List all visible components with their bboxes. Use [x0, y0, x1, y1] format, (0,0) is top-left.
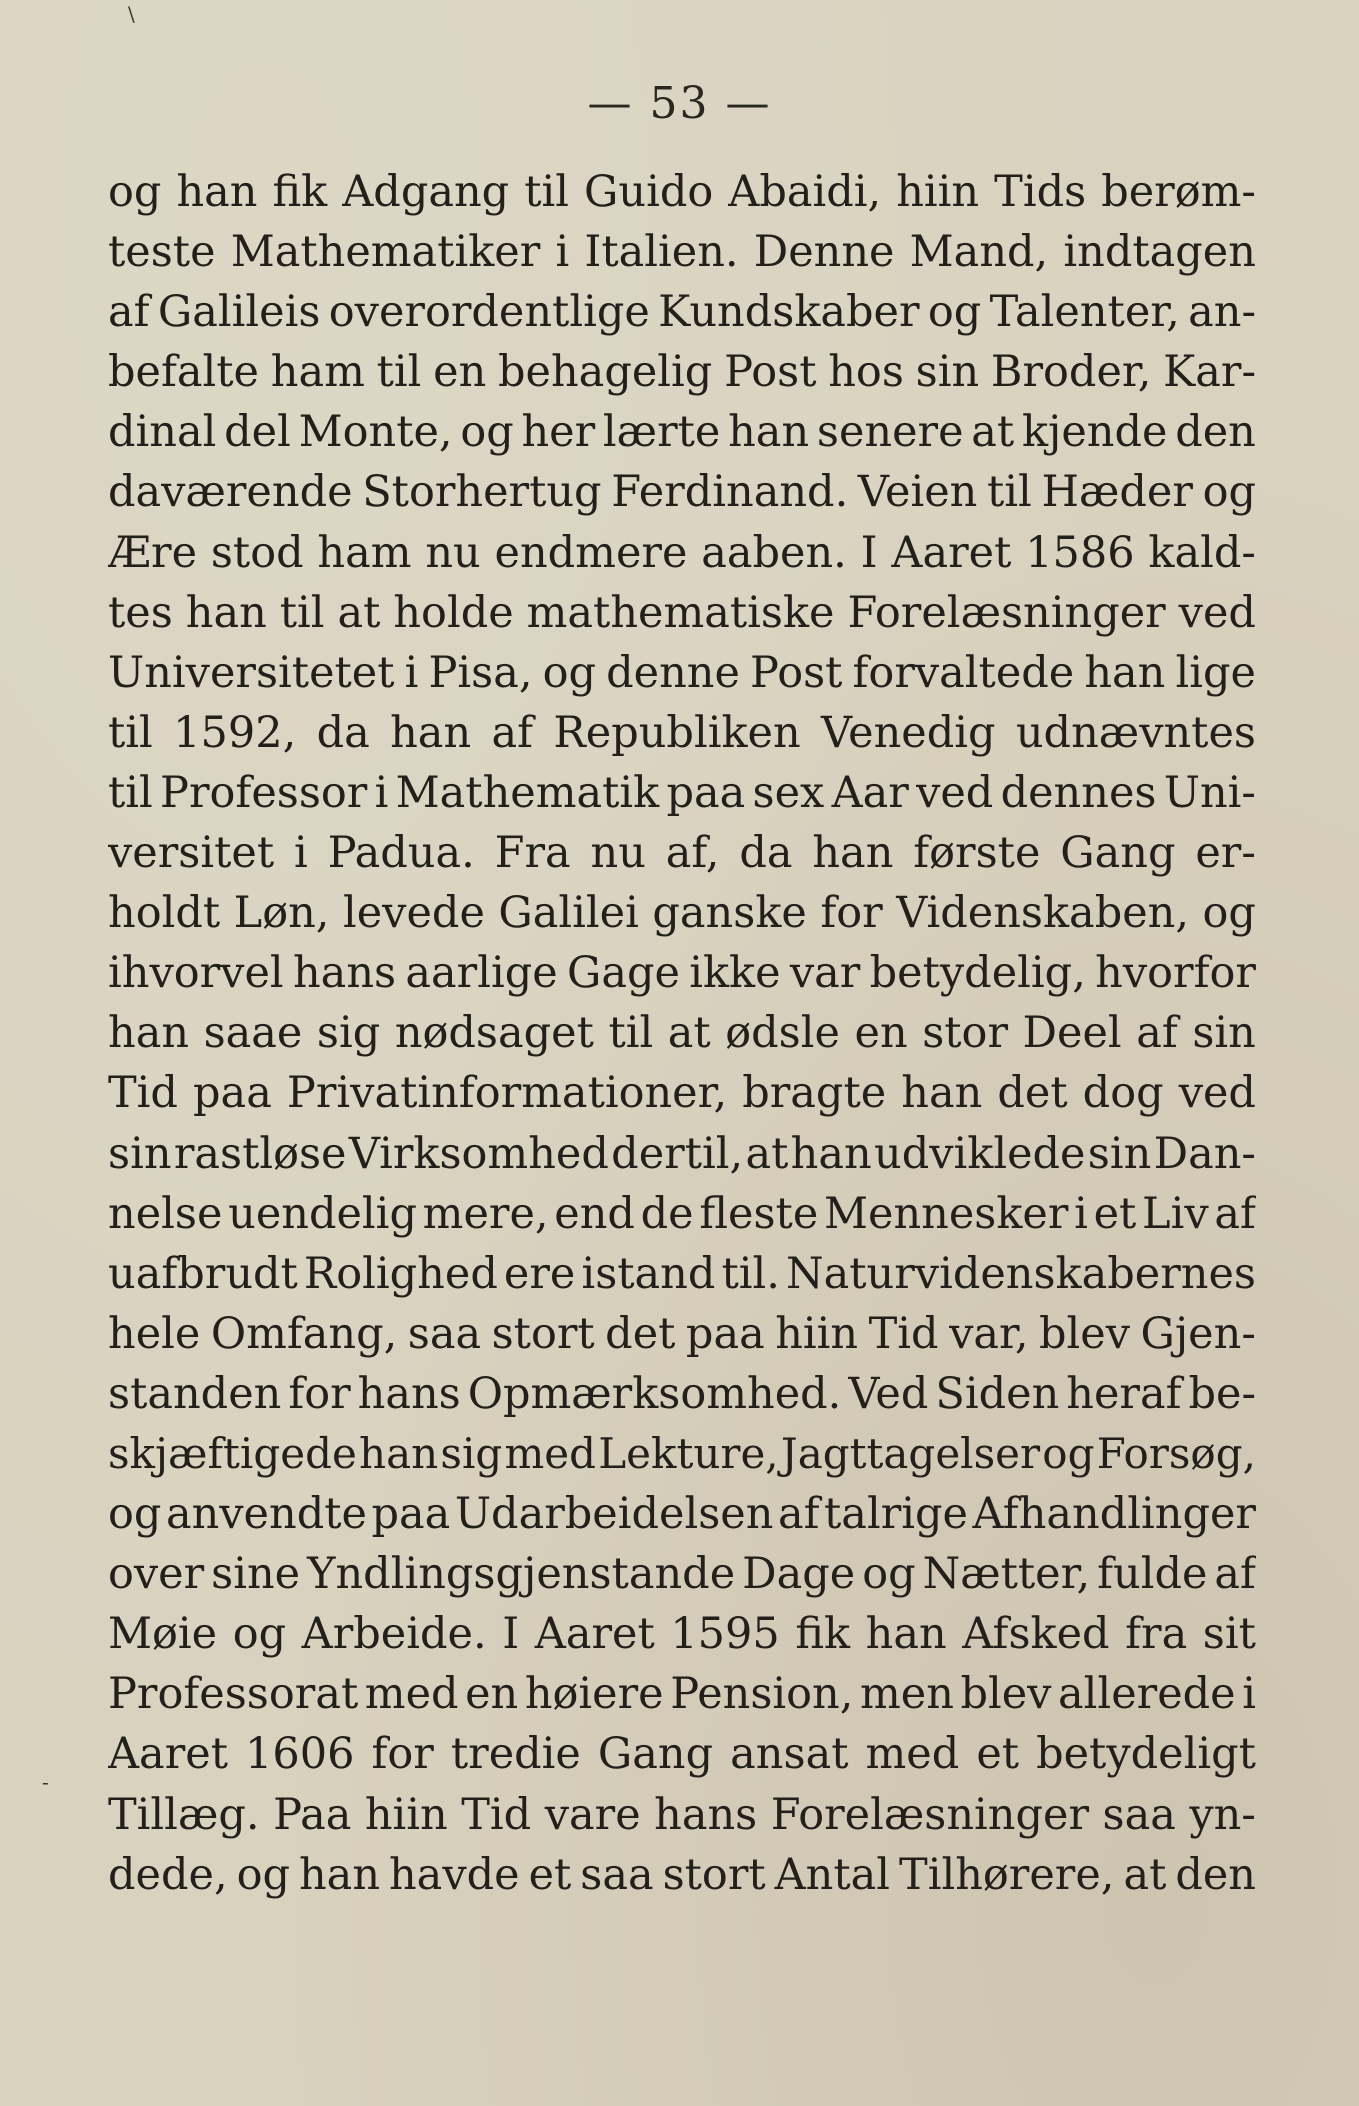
text-line: tes han til at holde mathematiske Forelæsninger ved — [108, 587, 1256, 638]
text-line: Tid paa Privatinformationer, bragte han det dog ved — [108, 1068, 1256, 1119]
text-line: Professorat med en høiere Pension, men blev allerede i — [108, 1669, 1256, 1720]
text-line: til Professor i Mathematik paa sex Aar ved dennes Uni- — [108, 767, 1256, 818]
text-line: hele Omfang, saa stort det paa hiin Tid var, blev Gjen- — [108, 1308, 1256, 1359]
text-line: Aaret 1606 for tredie Gang ansat med et betydeligt — [108, 1729, 1256, 1780]
text-line: han saae sig nødsaget til at ødsle en stor Deel af sin — [108, 1008, 1256, 1059]
text-line: over sine Yndlingsgjenstande Dage og Nætter, fulde af — [108, 1549, 1256, 1600]
text-line: uafbrudt Rolighed ere istand til. Naturvidenskabernes — [108, 1248, 1256, 1299]
text-line: af Galileis overordentlige Kundskaber og Talenter, an- — [108, 287, 1256, 338]
margin-mark: - — [42, 1770, 49, 1794]
text-line: standen for hans Opmærksomhed. Ved Siden heraf be- — [108, 1368, 1256, 1419]
text-line: sin rastløse Virksomhed dertil, at han udviklede sin Dan- — [108, 1128, 1256, 1179]
text-line: befalte ham til en behagelig Post hos sin Broder, Kar- — [108, 347, 1256, 398]
corner-mark: \ — [128, 2, 135, 26]
text-line: dinal del Monte, og her lærte han senere at kjende den — [108, 407, 1256, 458]
text-line: nelse uendelig mere, end de fleste Mennesker i et Liv af — [108, 1188, 1256, 1239]
text-line: skjæftigede han sig med Lekture, Jagttagelser og Forsøg, — [108, 1428, 1256, 1478]
text-line: Møie og Arbeide. I Aaret 1595 fik han Afsked fra sit — [108, 1609, 1256, 1660]
text-line: til 1592, da han af Republiken Venedig udnævntes — [108, 707, 1256, 758]
text-line: dede, og han havde et saa stort Antal Tilhørere, at den — [108, 1849, 1256, 1900]
text-line: og anvendte paa Udarbeidelsen af talrige Afhandlinger — [108, 1489, 1256, 1540]
body-text — [108, 162, 1256, 1905]
text-line: Tillæg. Paa hiin Tid vare hans Forelæsninger saa yn- — [108, 1789, 1256, 1840]
text-line: teste Mathematiker i Italien. Denne Mand, indtagen — [108, 227, 1256, 278]
text-line: Ære stod ham nu endmere aaben. I Aaret 1586 kald- — [108, 527, 1256, 578]
text-line: og han fik Adgang til Guido Abaidi, hiin Tids berøm- — [108, 167, 1256, 217]
text-line: daværende Storhertug Ferdinand. Veien til Hæder og — [108, 467, 1256, 518]
text-line: ihvorvel hans aarlige Gage ikke var betydelig, hvorfor — [108, 948, 1256, 999]
text-line: versitet i Padua. Fra nu af, da han første Gang er- — [108, 828, 1256, 879]
text-line: Universitetet i Pisa, og denne Post forvaltede han lige — [108, 647, 1256, 698]
page-number: — 53 — — [587, 78, 772, 129]
text-line: holdt Løn, levede Galilei ganske for Videnskaben, og — [108, 888, 1256, 939]
